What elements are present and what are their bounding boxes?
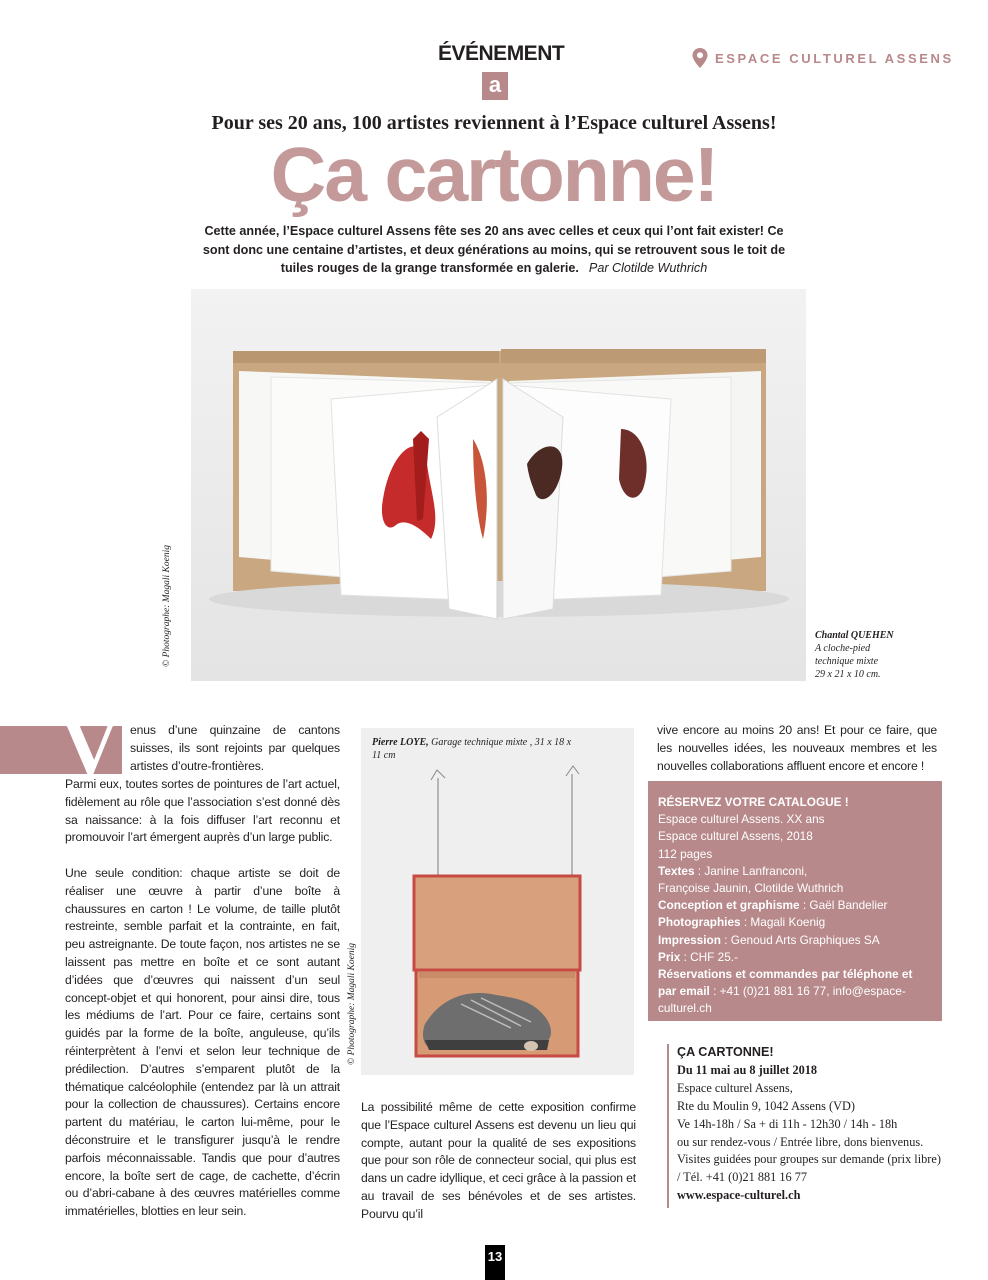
info-title: ÇA CARTONNE! [677, 1045, 774, 1059]
catalog-label: Conception et graphisme [658, 898, 800, 913]
catalog-value: : Magali Koenig [740, 915, 826, 930]
catalog-label: Photographies [658, 915, 741, 930]
page-number: 13 [485, 1245, 505, 1280]
dropcap: V [62, 704, 119, 791]
catalog-line: Françoise Jaunin, Clotilde Wuthrich [658, 881, 844, 896]
caption-title: A cloche-pied [815, 643, 871, 654]
catalog-label: Prix [658, 949, 681, 964]
info-access: ou sur rendez-vous / Entrée libre, dons bienvenus. Visites guidées pour groupes sur demande (prix libre) / Tél. +41 (0)21 881 16 77 [677, 1134, 941, 1185]
catalog-print [658, 932, 932, 949]
section-label: ÉVÉNEMENT [438, 42, 565, 65]
photo-credit-main-text: © Photographe: Magali Koenig [162, 544, 172, 667]
photo-caption-main [815, 629, 925, 681]
catalog-value: : Janine Lanfranconi, [694, 863, 808, 878]
catalog-line: Espace culturel Assens. XX ans [658, 812, 825, 827]
body-column-1 [65, 776, 340, 1221]
intro-text: Cette année, l’Espace culturel Assens fête ses 20 ans avec celles et ceux qui l’ont fait exister! Ce sont donc une centaine d’artistes, et deux générations au moins, qui se retrouvent sous le toit de tuiles rouges de la grange transformée en galerie. [202, 224, 786, 275]
info-address: Rte du Moulin 9, 1042 Assens (VD) [677, 1098, 855, 1113]
catalog-orders [658, 966, 932, 1018]
photo-caption-secondary [372, 736, 572, 762]
info-rule [667, 1044, 669, 1208]
catalog-price [658, 949, 932, 966]
catalog-line: 112 pages [658, 846, 713, 861]
byline: Par Clotilde Wuthrich [588, 261, 708, 275]
info-venue: Espace culturel Assens, [677, 1080, 793, 1095]
main-photo [191, 289, 806, 681]
section-badge: a [482, 72, 508, 100]
photo-credit-secondary [345, 925, 359, 1083]
caption-size: 29 x 21 x 10 cm. [815, 669, 881, 680]
info-website-link[interactable]: www.espace-culturel.ch [677, 1188, 801, 1203]
photo-credit-secondary-text: © Photographe: Magali Koenig [347, 943, 357, 1065]
catalog-title: RÉSERVEZ VOTRE CATALOGUE ! [658, 795, 849, 809]
caption-technique: technique mixte [815, 656, 879, 667]
photo-credit-main [160, 528, 174, 683]
flipbook-illustration [191, 289, 806, 681]
caption-artist: Chantal QUEHEN [815, 630, 894, 641]
secondary-photo [361, 728, 634, 1075]
catalog-value: : Genoud Arts Graphiques SA [720, 932, 880, 947]
article-subtitle: Pour ses 20 ans, 100 artistes reviennent à l’Espace culturel Assens! [211, 112, 777, 134]
article-headline: Ça cartonne! [270, 132, 718, 218]
catalog-box [648, 781, 942, 1021]
catalog-value: : +41 (0)21 881 16 77, info@espace-culturel.ch [658, 984, 906, 1016]
location-label: ESPACE CULTUREL ASSENS [715, 51, 954, 66]
caption2-title: Garage technique mixte , 31 x 18 x 11 cm [372, 737, 572, 761]
body-column-2: La possibilité même de cette exposition confirme que l’Espace culturel Assens est devenu un lieu qui compte, autant pour la qualité de ses expositions que pour son rôle de connecteur social, qui plus est dans un cadre idyllique, et ceci grâce à la passion et au travail de ses bénévoles et de ses artistes. Pourvu qu’il [361, 1100, 636, 1221]
body-column-3: vive encore au moins 20 ans! Et pour ce faire, que les nouvelles idées, les nouveaux membres et les nouvelles collaborations affluent encore et encore ! [657, 723, 937, 773]
catalog-label: Textes [658, 863, 695, 878]
catalog-label: Réservations et commandes par téléphone et par email [658, 967, 913, 999]
info-hours: Ve 14h-18h / Sa + di 11h - 12h30 / 14h - 18h [677, 1116, 898, 1131]
practical-info [677, 1044, 947, 1205]
body-paragraph: Parmi eux, toutes sortes de pointures de l’art actuel, fidèlement au rôle que l’association s’est donné dès sa naissance: à la fois diffuser l’art reconnu et promouvoir l’art émergent auprès d’un large public. [65, 777, 340, 845]
catalog-photos [658, 914, 932, 931]
info-dates: Du 11 mai au 8 juillet 2018 [677, 1062, 818, 1077]
caption2-artist: Pierre LOYE, [372, 737, 429, 748]
body-paragraph: Une seule condition: chaque artiste se doit de réaliser une œuvre à partir d’une boîte à chaussures en carton ! Le volume, de taille plutôt restreinte, semble parfait et la contrainte, en fait, peu astreignante. De toute façon, nos artistes ne se laissent pas mettre en boîte et ce sont autant d’idées que d’œuvres qui naissent d’un seul concept-objet et qui honorent, pour ainsi dire, tous les médiums de l’art. Pour ce faire, certains sont guidés par la forme de la boîte, anguleuse, qu’ils réinterprètent à l’envi et selon leur technique de prédilection. D’autres s’emparent plutôt de la thématique calcéolophile (entendez par là un attrait pour la collection de chaussures). Certains encore partent du matériau, le carton lui-même, pour le déconstruire et le transfigurer jusqu’à le rendre parfois méconnaissable. Tandis que pour d’autres encore, la boîte sert de cage, de cachette, d’écrin ou d’abri-cabane à des œuvres matérielles comme immatérielles, blotties en leur sein. [65, 865, 340, 1219]
catalog-value: : CHF 25.- [680, 949, 738, 964]
article-intro [196, 222, 792, 278]
catalog-line: Espace culturel Assens, 2018 [658, 829, 813, 844]
catalog-label: Impression [658, 932, 721, 947]
catalog-texts [658, 863, 932, 880]
shoebox-illustration [361, 728, 634, 1075]
catalog-value: : Gaël Bandelier [799, 898, 888, 913]
catalog-design [658, 897, 932, 914]
map-pin-icon [692, 48, 708, 68]
body-lead: enus d’une quinzaine de cantons suisses, ils sont rejoints par quelques artistes d’outre-frontières. [130, 723, 340, 773]
